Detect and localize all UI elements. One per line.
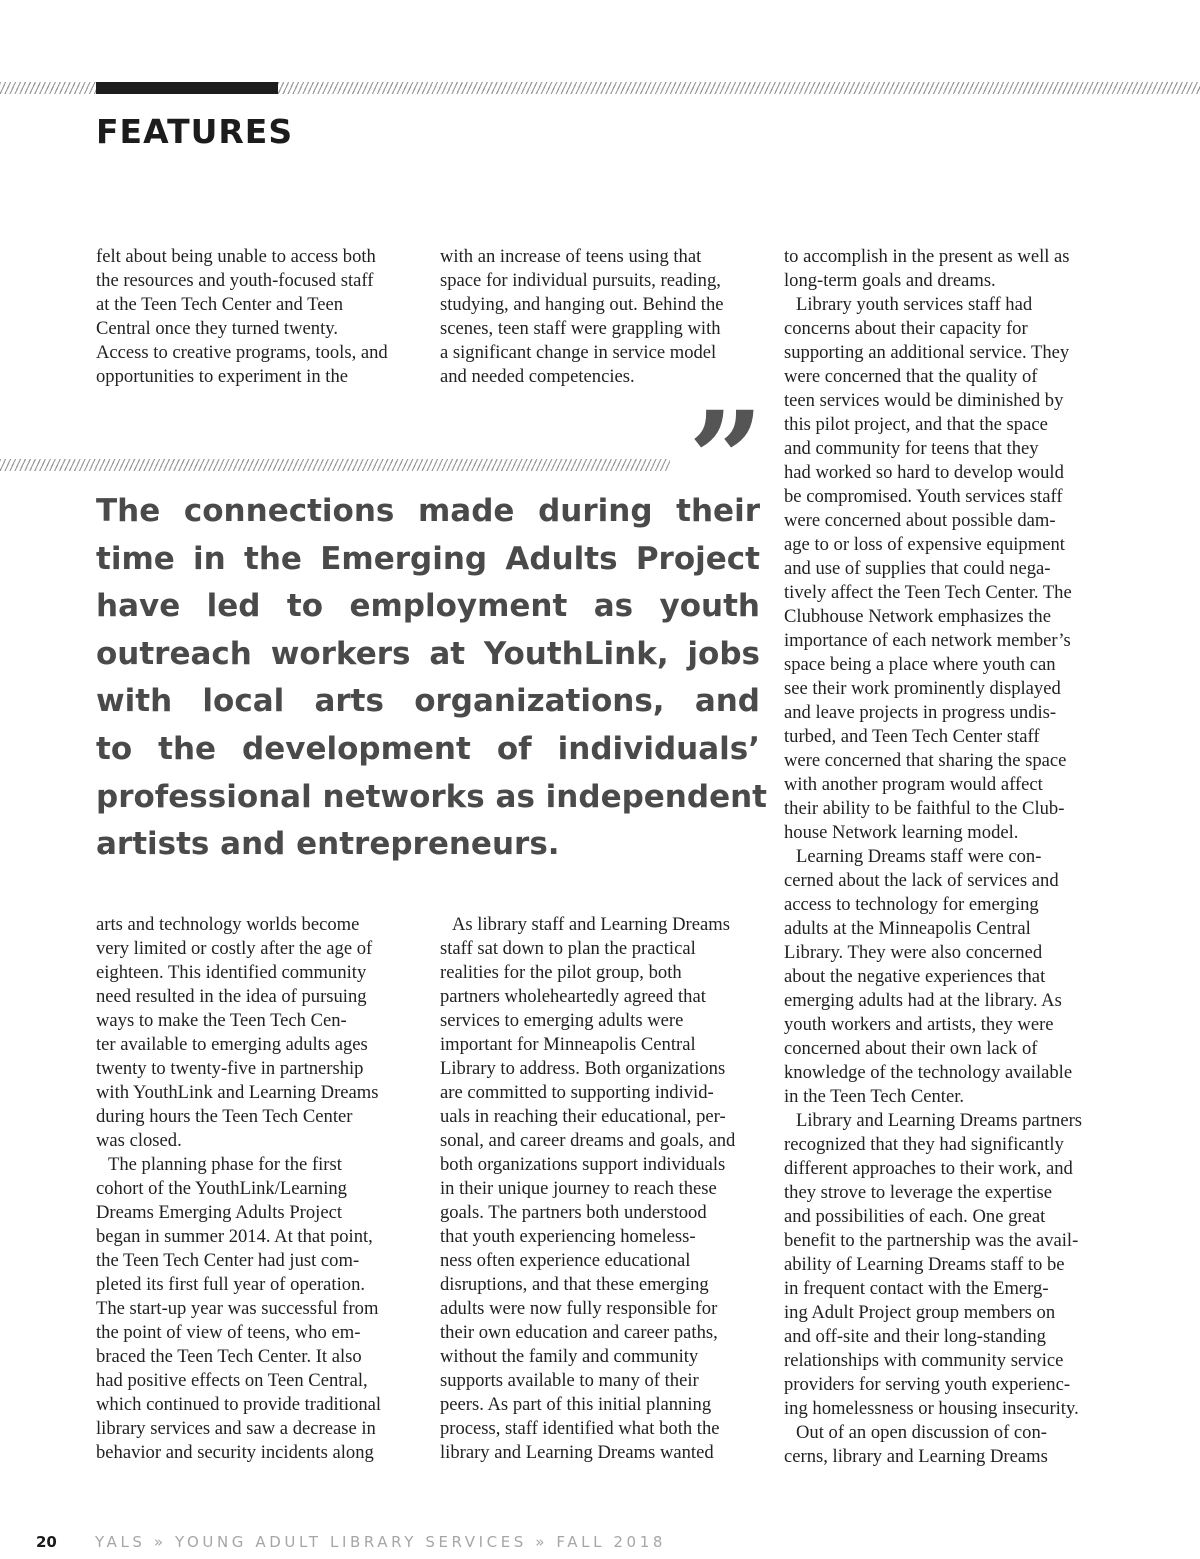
text-line: were concerned that sharing the space	[784, 750, 1067, 771]
text-line: ness often experience educational	[440, 1250, 691, 1271]
text-line: was closed.	[96, 1130, 182, 1151]
column-bottom-left	[96, 913, 416, 1465]
text-line: access to technology for emerging	[784, 894, 1039, 915]
pullquote-stripe-decoration	[0, 459, 670, 471]
text-line: supports available to many of their	[440, 1370, 699, 1391]
text-line: to accomplish in the present as well as	[784, 246, 1070, 267]
text-line: arts and technology worlds become	[96, 914, 360, 935]
text-line: Central once they turned twenty.	[96, 318, 338, 339]
text-line: behavior and security incidents along	[96, 1442, 374, 1463]
text-line: disruptions, and that these emerging	[440, 1274, 709, 1295]
text-line: important for Minneapolis Central	[440, 1034, 696, 1055]
pullquote-line: time in the Emerging Adults Project	[96, 540, 760, 577]
column-right	[784, 245, 1104, 1469]
text-line: Clubhouse Network emphasizes the	[784, 606, 1051, 627]
text-line: adults were now fully responsible for	[440, 1298, 718, 1319]
text-line: had positive effects on Teen Central,	[96, 1370, 368, 1391]
text-line: realities for the pilot group, both	[440, 962, 682, 983]
text-line: which continued to provide traditional	[96, 1394, 382, 1415]
text-line: their ability to be faithful to the Club-	[784, 798, 1065, 819]
text-line: and use of supplies that could nega-	[784, 558, 1051, 579]
pullquote-line: artists and entrepreneurs.	[96, 826, 560, 863]
text-line: partners wholeheartedly agreed that	[440, 986, 706, 1007]
text-line: very limited or costly after the age of	[96, 938, 373, 959]
text-line: different approaches to their work, and	[784, 1158, 1073, 1179]
quote-mark-icon: ”	[688, 383, 758, 538]
text-line: ing homelessness or housing insecurity.	[784, 1398, 1079, 1419]
column-top-left	[96, 245, 416, 389]
text-line: with an increase of teens using that	[440, 246, 702, 267]
text-line: Library to address. Both organizations	[440, 1058, 726, 1079]
text-line: during hours the Teen Tech Center	[96, 1106, 353, 1127]
text-line: tively affect the Teen Tech Center. The	[784, 582, 1072, 603]
text-line: without the family and community	[440, 1346, 699, 1367]
section-bar	[96, 82, 278, 94]
text-line: Library. They were also concerned	[784, 942, 1043, 963]
text-line: goals. The partners both understood	[440, 1202, 707, 1223]
text-line: were concerned that the quality of	[784, 366, 1038, 387]
text-line: turbed, and Teen Tech Center staff	[784, 726, 1040, 747]
text-line: importance of each network member’s	[784, 630, 1071, 651]
text-line: and leave projects in progress undis-	[784, 702, 1057, 723]
text-line: Library youth services staff had	[796, 294, 1033, 315]
text-line: concerned about their own lack of	[784, 1038, 1038, 1059]
text-line: scenes, teen staff were grappling with	[440, 318, 721, 339]
text-line: house Network learning model.	[784, 822, 1019, 843]
text-line: need resulted in the idea of pursuing	[96, 986, 367, 1007]
pullquote-line: outreach workers at YouthLink, jobs	[96, 635, 760, 672]
text-line: providers for serving youth experienc-	[784, 1374, 1071, 1395]
text-line: twenty to twenty-five in partnership	[96, 1058, 364, 1079]
text-line: supporting an additional service. They	[784, 342, 1070, 363]
text-line: about the negative experiences that	[784, 966, 1046, 987]
text-line: opportunities to experiment in the	[96, 366, 348, 387]
text-line: cerned about the lack of services and	[784, 870, 1059, 891]
text-line: benefit to the partnership was the avail-	[784, 1230, 1079, 1251]
text-line: both organizations support individuals	[440, 1154, 726, 1175]
text-line: age to or loss of expensive equipment	[784, 534, 1065, 555]
text-line: youth workers and artists, they were	[784, 1014, 1054, 1035]
text-line: knowledge of the technology available	[784, 1062, 1073, 1083]
pullquote-line: have led to employment as youth	[96, 588, 760, 625]
text-line: The start-up year was successful from	[96, 1298, 379, 1319]
pullquote-line: with local arts organizations, and	[96, 683, 760, 720]
text-line: Access to creative programs, tools, and	[96, 342, 388, 363]
text-line: sonal, and career dreams and goals, and	[440, 1130, 736, 1151]
pullquote-line: professional networks as independent	[96, 778, 767, 815]
text-line: Dreams Emerging Adults Project	[96, 1202, 342, 1223]
text-line: staff sat down to plan the practical	[440, 938, 696, 959]
text-line: uals in reaching their educational, per-	[440, 1106, 726, 1127]
text-line: As library staff and Learning Dreams	[452, 914, 730, 935]
section-label: FEATURES	[96, 112, 294, 151]
text-line: with another program would affect	[784, 774, 1043, 795]
text-line: ing Adult Project group members on	[784, 1302, 1056, 1323]
text-line: are committed to supporting individ-	[440, 1082, 714, 1103]
text-line: space being a place where youth can	[784, 654, 1056, 675]
column-bottom-middle	[440, 913, 760, 1465]
text-line: recognized that they had significantly	[784, 1134, 1064, 1155]
text-line: long-term goals and dreams.	[784, 270, 996, 291]
text-line: in the Teen Tech Center.	[784, 1086, 965, 1107]
text-line: in frequent contact with the Emerg-	[784, 1278, 1049, 1299]
text-line: teen services would be diminished by	[784, 390, 1064, 411]
pullquote-line: The connections made during their	[96, 493, 760, 529]
text-line: the resources and youth-focused staff	[96, 270, 374, 291]
text-line: Library and Learning Dreams partners	[796, 1110, 1083, 1131]
text-line: that youth experiencing homeless-	[440, 1226, 696, 1247]
text-line: a significant change in service model	[440, 342, 717, 363]
text-line: they strove to leverage the expertise	[784, 1182, 1052, 1203]
text-line: studying, and hanging out. Behind the	[440, 294, 724, 315]
text-line: relationships with community service	[784, 1350, 1064, 1371]
text-line: this pilot project, and that the space	[784, 414, 1048, 435]
text-line: pleted its first full year of operation.	[96, 1274, 366, 1295]
text-line: library services and saw a decrease in	[96, 1418, 376, 1439]
text-line: be compromised. Youth services staff	[784, 486, 1063, 507]
column-top-middle	[440, 245, 760, 389]
text-line: and needed competencies.	[440, 366, 635, 387]
text-line: in their unique journey to reach these	[440, 1178, 717, 1199]
text-line: ter available to emerging adults ages	[96, 1034, 368, 1055]
text-line: began in summer 2014. At that point,	[96, 1226, 373, 1247]
text-line: Out of an open discussion of con-	[796, 1422, 1047, 1443]
running-footer: YALS » YOUNG ADULT LIBRARY SERVICES » FALL 2018	[95, 1533, 666, 1551]
text-line: concerns about their capacity for	[784, 318, 1028, 339]
text-line: peers. As part of this initial planning	[440, 1394, 712, 1415]
text-line: the point of view of teens, who em-	[96, 1322, 361, 1343]
text-line: emerging adults had at the library. As	[784, 990, 1062, 1011]
text-line: ways to make the Teen Tech Cen-	[96, 1010, 347, 1031]
text-line: felt about being unable to access both	[96, 246, 376, 267]
text-line: eighteen. This identified community	[96, 962, 367, 983]
page-number: 20	[36, 1533, 57, 1551]
text-line: had worked so hard to develop would	[784, 462, 1064, 483]
text-line: their own education and career paths,	[440, 1322, 718, 1343]
text-line: services to emerging adults were	[440, 1010, 684, 1031]
text-line: were concerned about possible dam-	[784, 510, 1056, 531]
text-line: adults at the Minneapolis Central	[784, 918, 1031, 939]
text-line: cerns, library and Learning Dreams	[784, 1446, 1048, 1467]
text-line: process, staff identified what both the	[440, 1418, 720, 1439]
pullquote-line: to the development of individuals’	[96, 730, 760, 767]
text-line: and community for teens that they	[784, 438, 1039, 459]
text-line: cohort of the YouthLink/Learning	[96, 1178, 347, 1199]
text-line: with YouthLink and Learning Dreams	[96, 1082, 379, 1103]
pullquote	[96, 488, 767, 869]
text-line: at the Teen Tech Center and Teen	[96, 294, 344, 315]
text-line: ability of Learning Dreams staff to be	[784, 1254, 1065, 1275]
text-line: The planning phase for the first	[108, 1154, 342, 1175]
page-footer	[36, 1533, 666, 1551]
text-line: see their work prominently displayed	[784, 678, 1061, 699]
text-line: the Teen Tech Center had just com-	[96, 1250, 360, 1271]
text-line: Learning Dreams staff were con-	[796, 846, 1042, 867]
text-line: space for individual pursuits, reading,	[440, 270, 721, 291]
text-line: and possibilities of each. One great	[784, 1206, 1046, 1227]
text-line: braced the Teen Tech Center. It also	[96, 1346, 362, 1367]
text-line: and off-site and their long-standing	[784, 1326, 1046, 1347]
text-line: library and Learning Dreams wanted	[440, 1442, 714, 1463]
